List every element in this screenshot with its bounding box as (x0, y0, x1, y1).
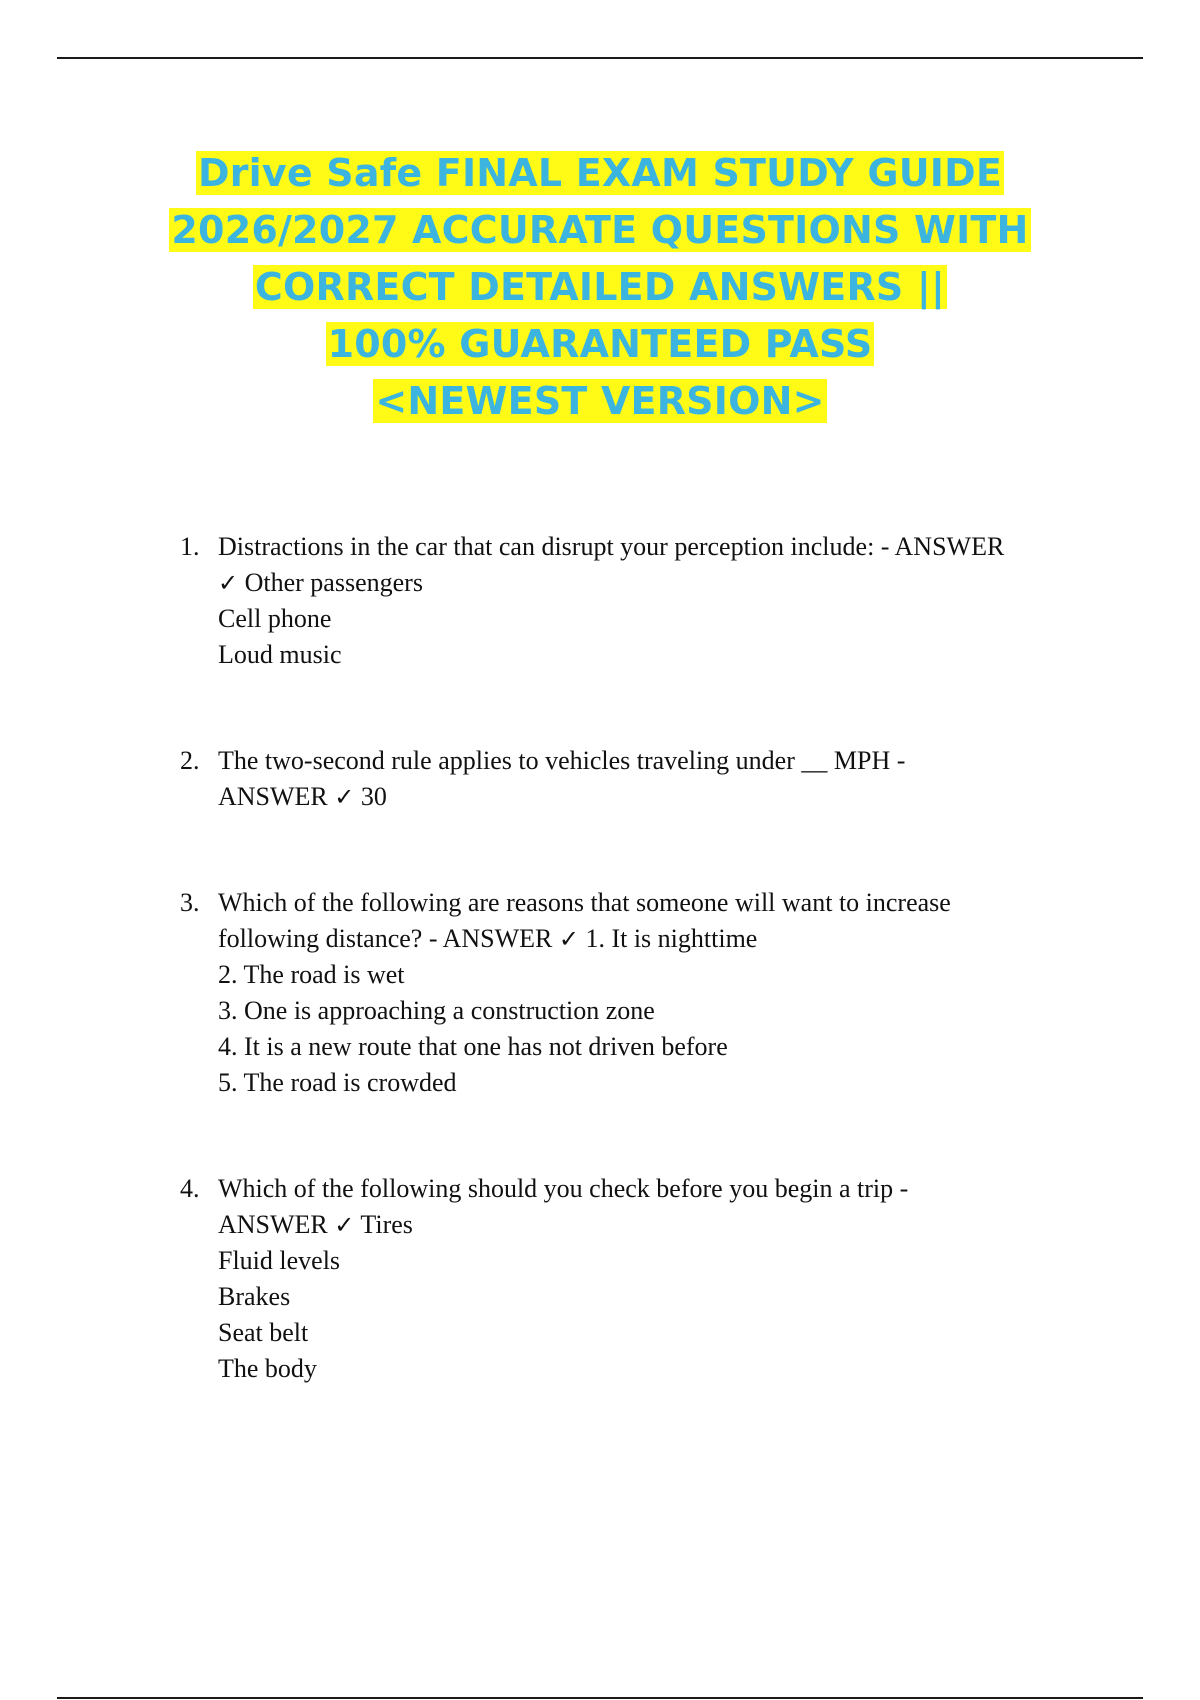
title-line-2: 2026/2027 ACCURATE QUESTIONS WITH (171, 208, 1029, 252)
answer-label: ANSWER (218, 1210, 328, 1239)
check-icon: ✓ (334, 1211, 355, 1239)
answer-text: Tires (360, 1210, 413, 1239)
question-number: 4. (180, 1174, 200, 1203)
question-text: Which of the following should you check before you begin a trip - (218, 1174, 909, 1203)
answer-line (218, 779, 1100, 815)
question-text: Distractions in the car that can disrupt your perception include: - ANSWER (218, 532, 1005, 561)
check-icon: ✓ (558, 925, 579, 953)
question-item-2 (180, 743, 1100, 815)
question-number: 1. (180, 532, 200, 561)
answer-line (218, 565, 1100, 601)
question-number: 2. (180, 746, 200, 775)
title-line-4: 100% GUARANTEED PASS (327, 322, 873, 366)
check-icon: ✓ (218, 569, 239, 597)
answer-text: The body (218, 1354, 317, 1383)
question-text: The two-second rule applies to vehicles traveling under __ MPH - (218, 746, 906, 775)
answer-text: 2. The road is wet (218, 960, 405, 989)
question-item-3 (180, 885, 1100, 1101)
top-divider (57, 57, 1143, 59)
answer-label: ANSWER (218, 782, 328, 811)
answer-text: 1. It is nighttime (585, 924, 758, 953)
answer-text: Brakes (218, 1282, 291, 1311)
question-list (180, 529, 1100, 1387)
answer-text: Loud music (218, 640, 342, 669)
question-text-continued: following distance? - ANSWER (218, 924, 553, 953)
answer-line (218, 921, 1100, 957)
answer-text: Cell phone (218, 604, 332, 633)
answer-text: Other passengers (244, 568, 423, 597)
answer-line (218, 1207, 1100, 1243)
title-line-1: Drive Safe FINAL EXAM STUDY GUIDE (197, 151, 1003, 195)
answer-text: 30 (360, 782, 387, 811)
question-item-4 (180, 1171, 1100, 1387)
title-line-3: CORRECT DETAILED ANSWERS || (254, 265, 946, 309)
question-text: Which of the following are reasons that someone will want to increase (218, 888, 951, 917)
answer-text: 3. One is approaching a construction zone (218, 996, 655, 1025)
answer-text: 5. The road is crowded (218, 1068, 457, 1097)
answer-text: Fluid levels (218, 1246, 341, 1275)
check-icon: ✓ (334, 783, 355, 811)
document-title (120, 145, 1080, 430)
answer-text: 4. It is a new route that one has not driven before (218, 1032, 728, 1061)
bottom-divider (57, 1697, 1143, 1699)
question-number: 3. (180, 888, 200, 917)
title-line-5: <NEWEST VERSION> (375, 379, 825, 423)
question-item-1 (180, 529, 1100, 673)
answer-text: Seat belt (218, 1318, 309, 1347)
